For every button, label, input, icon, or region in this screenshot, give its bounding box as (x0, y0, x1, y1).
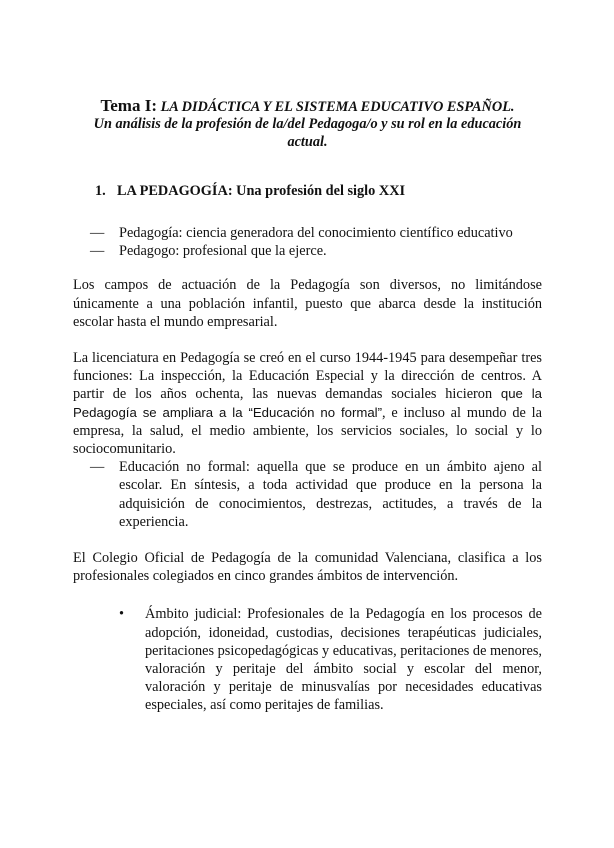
areas-list (119, 605, 542, 714)
definition-text: Pedagogía: ciencia generadora del conocimiento científico educativo (119, 225, 513, 241)
dash-marker: — (90, 225, 105, 241)
list-item (90, 458, 542, 531)
paragraph-history-part1: La licenciatura en Pedagogía se creó en el curso 1944-1945 para desempeñar tres funciones: La inspección, la Educación Especial y la dirección de centros. A partir de los años ochenta, las nuevas demandas sociales hicieron (73, 350, 542, 403)
document-page (73, 97, 542, 715)
area-text: Ámbito judicial: Profesionales de la Pedagogía en los procesos de adopción, idoneidad, custodias, decisiones terapéuticas judiciales, peritaciones psicopedagógicas y educativas, peritaciones de menores, valoración y peritaje del ámbito social y escolar del menor, valoración y peritaje de minusvalías por necesidades educativas especiales, así como peritajes de familias. (145, 606, 542, 714)
paragraph-history (73, 349, 542, 458)
nonformal-text: Educación no formal: aquella que se produce en un ámbito ajeno al escolar. En síntesis, a toda actividad que produce en la persona la adquisición de conocimientos, destrezas, actitudes, a través de la experiencia. (119, 459, 542, 530)
section-heading (95, 182, 542, 200)
dash-marker: — (90, 459, 105, 476)
list-item (119, 605, 542, 714)
page-subtitle: Un análisis de la profesión de la/del Pedagoga/o y su rol en la educación actual. (93, 116, 522, 150)
section-number: 1. (95, 183, 106, 199)
paragraph-history-part3: , e incluso al mundo de la empresa, la salud, el medio ambiente, los servicios sociales, lo social y lo sociocomunitario. (73, 404, 542, 458)
bullet-marker: • (119, 606, 125, 623)
definition-list (90, 224, 542, 260)
nonformal-list (90, 458, 542, 531)
paragraph-colegio: El Colegio Oficial de Pedagogía de la comunidad Valenciana, clasifica a los profesionales colegiados en cinco grandes ámbitos de intervención. (73, 550, 542, 585)
dash-marker: — (90, 243, 105, 260)
title-rest: LA DIDÁCTICA Y EL SISTEMA EDUCATIVO ESPAÑOL. (160, 99, 515, 115)
title-lead: Tema I: (100, 96, 157, 115)
section-heading-text: LA PEDAGOGÍA: Una profesión del siglo XXI (117, 183, 406, 199)
list-item (90, 224, 542, 242)
paragraph-fields: Los campos de actuación de la Pedagogía son diversos, no limitándose únicamente a una población infantil, puesto que abarca desde la institución escolar hasta el mundo empresarial. (73, 277, 542, 330)
definition-text: Pedagogo: profesional que la ejerce. (119, 243, 327, 260)
paragraph-history-part2: que la Pedagogía se ampliara a la “Educación no formal” (73, 386, 542, 420)
list-item (90, 242, 542, 260)
page-title (73, 97, 542, 116)
